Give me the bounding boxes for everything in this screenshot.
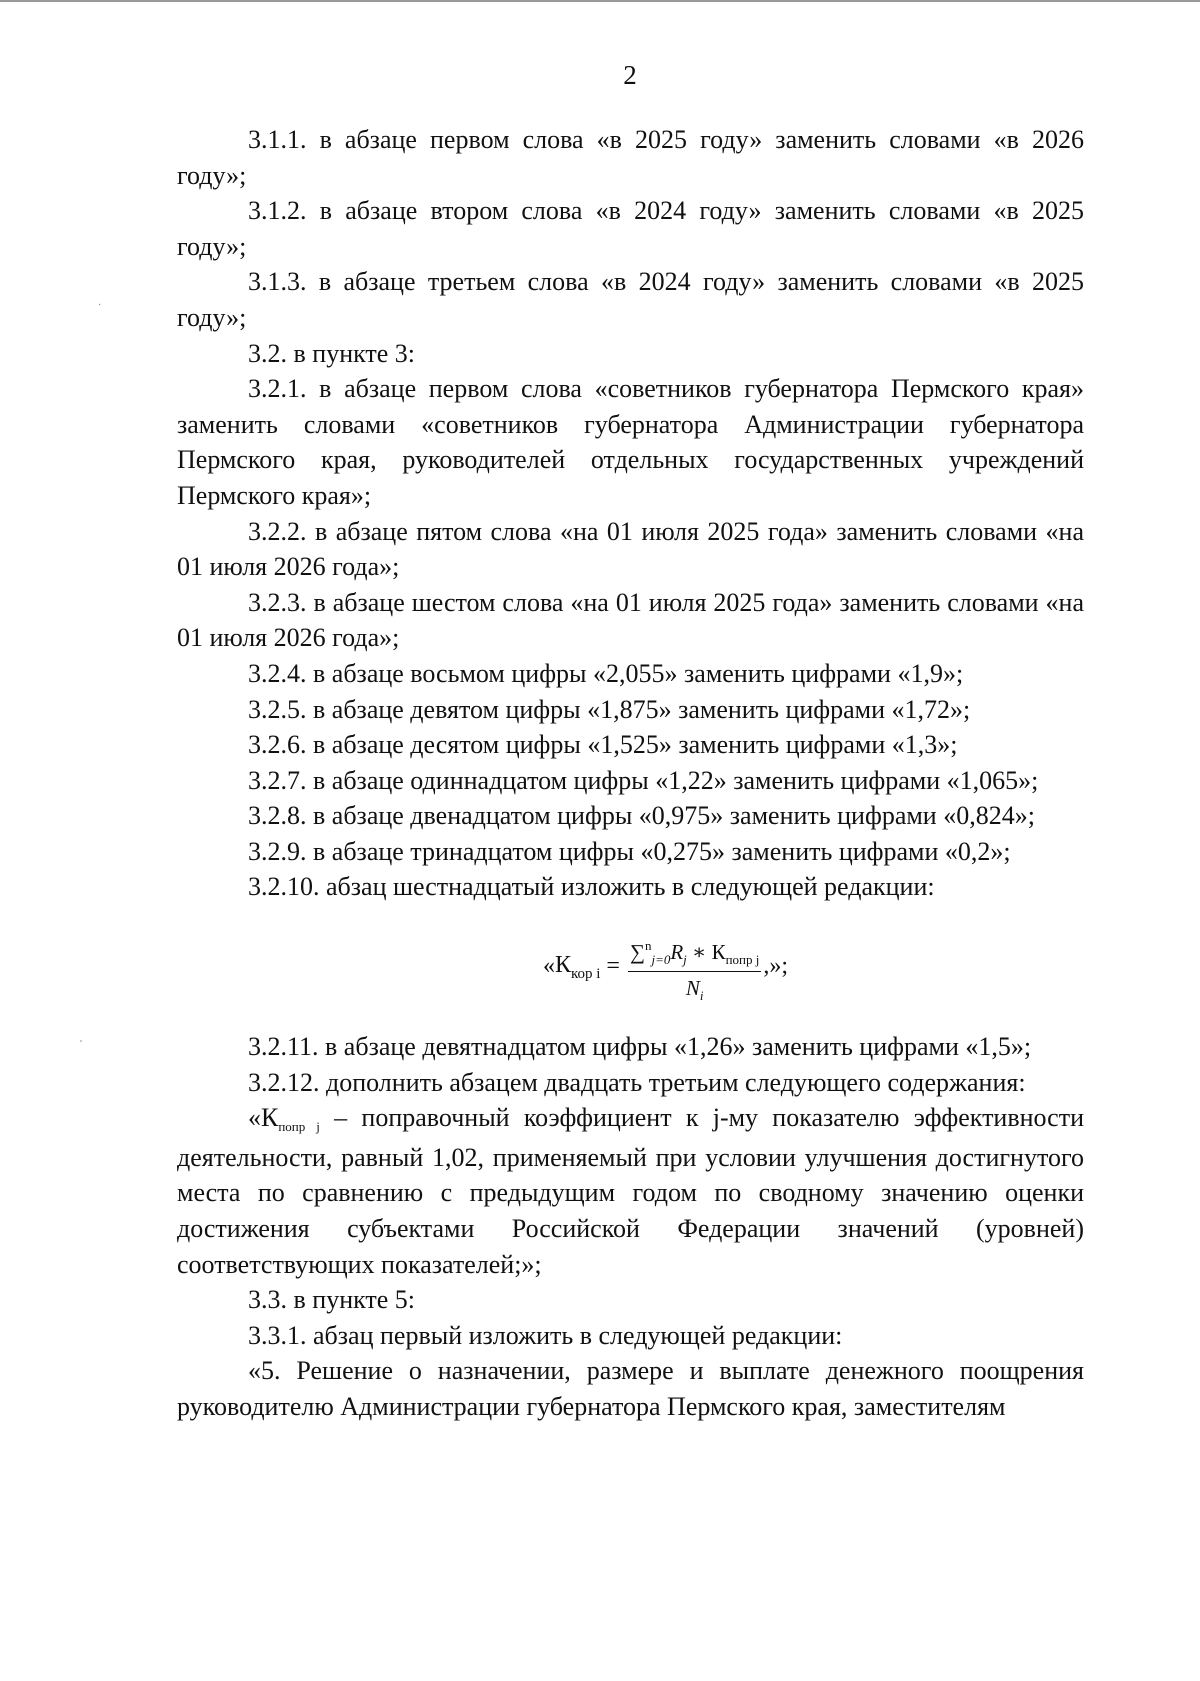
- paragraph-3-2-5: 3.2.5. в абзаце девятом цифры «1,875» заменить цифрами «1,72»;: [248, 694, 971, 724]
- paragraph-5-start: «5. Решение о назначении, размере и выплате денежного поощрения руководителю Администрации губернатора Пермского края, заместителям: [177, 1356, 1084, 1421]
- paragraph-3-1-3: 3.1.3. в абзаце третьем слова «в 2024 году» заменить словами «в 2025 году»;: [177, 267, 1084, 332]
- paragraph-3-2-6: 3.2.6. в абзаце десятом цифры «1,525» заменить цифрами «1,3»;: [248, 730, 958, 760]
- page-number: 2: [623, 60, 637, 90]
- formula-fraction: [628, 938, 761, 1005]
- margin-dot: [80, 1040, 82, 1042]
- paragraph-3-2-8: 3.2.8. в абзаце двенадцатом цифры «0,975» заменить цифрами «0,824»;: [248, 801, 1035, 831]
- paragraph-3-3: 3.3. в пункте 5:: [248, 1285, 416, 1315]
- paragraph-definition: «Кпопр j – поправочный коэффициент к j-му показателю эффективности деятельности, равный 1,02, применяемый при условии улучшения достигнутого места по сравнению с предыдущим годом по сводному значению оценки достижения субъектами Российской Федерации значений (уровней) соответствующих показателей;»;: [177, 1103, 1085, 1279]
- formula-denominator: $N_i$: [685, 975, 704, 1003]
- paragraph-3-2-3: 3.2.3. в абзаце шестом слова «на 01 июля 2025 года» заменить словами «на 01 июля 2026 года»;: [177, 587, 1084, 653]
- paragraph-3-1-2: 3.1.2. в абзаце втором слова «в 2024 году» заменить словами «в 2025 году»;: [177, 196, 1084, 261]
- paragraph-3-2-1: 3.2.1. в абзаце первом слова «советников губернатора Пермского края» заменить словами «советников губернатора Администрации губернатора Пермского края, руководителей отдельных государственных учреждений Пермского края»;: [177, 374, 1084, 510]
- formula-k-kor: [177, 905, 1084, 1029]
- formula-equals: =: [606, 953, 620, 980]
- paragraph-3-2-2: 3.2.2. в абзаце пятом слова «на 01 июля 2025 года» заменить словами «на 01 июля 2026 года»;: [177, 516, 1084, 582]
- document-body: [177, 122, 1084, 1425]
- formula-close: ,»;: [763, 953, 789, 980]
- paragraph-3-2-12: 3.2.12. дополнить абзацем двадцать третьим следующего содержания:: [248, 1067, 1026, 1097]
- paragraph-3-2: 3.2. в пункте 3:: [248, 338, 416, 368]
- paragraph-3-2-11: 3.2.11. в абзаце девятнадцатом цифры «1,26» заменить цифрами «1,5»;: [248, 1032, 1032, 1062]
- paragraph-3-1-1: 3.1.1. в абзаце первом слова «в 2025 году» заменить словами «в 2026 году»;: [177, 125, 1084, 190]
- paragraph-3-3-1: 3.3.1. абзац первый изложить в следующей редакции:: [248, 1320, 843, 1350]
- paragraph-3-2-10: 3.2.10. абзац шестнадцатый изложить в следующей редакции:: [248, 872, 935, 902]
- page-top-edge: [0, 0, 1200, 2]
- margin-mark: ·: [98, 300, 102, 311]
- formula-lhs: $К_{кор i}$: [554, 951, 601, 982]
- formula-open-quote: «: [542, 953, 555, 980]
- paragraph-3-2-7: 3.2.7. в абзаце одиннадцатом цифры «1,22» заменить цифрами «1,065»;: [248, 765, 1039, 795]
- formula-numerator: $\sum^n_{j=0}R_j$ ∗ $К_{попр j}$: [628, 938, 761, 972]
- paragraph-3-2-9: 3.2.9. в абзаце тринадцатом цифры «0,275» заменить цифрами «0,2»;: [248, 836, 1011, 866]
- paragraph-3-2-4: 3.2.4. в абзаце восьмом цифры «2,055» заменить цифрами «1,9»;: [248, 658, 964, 688]
